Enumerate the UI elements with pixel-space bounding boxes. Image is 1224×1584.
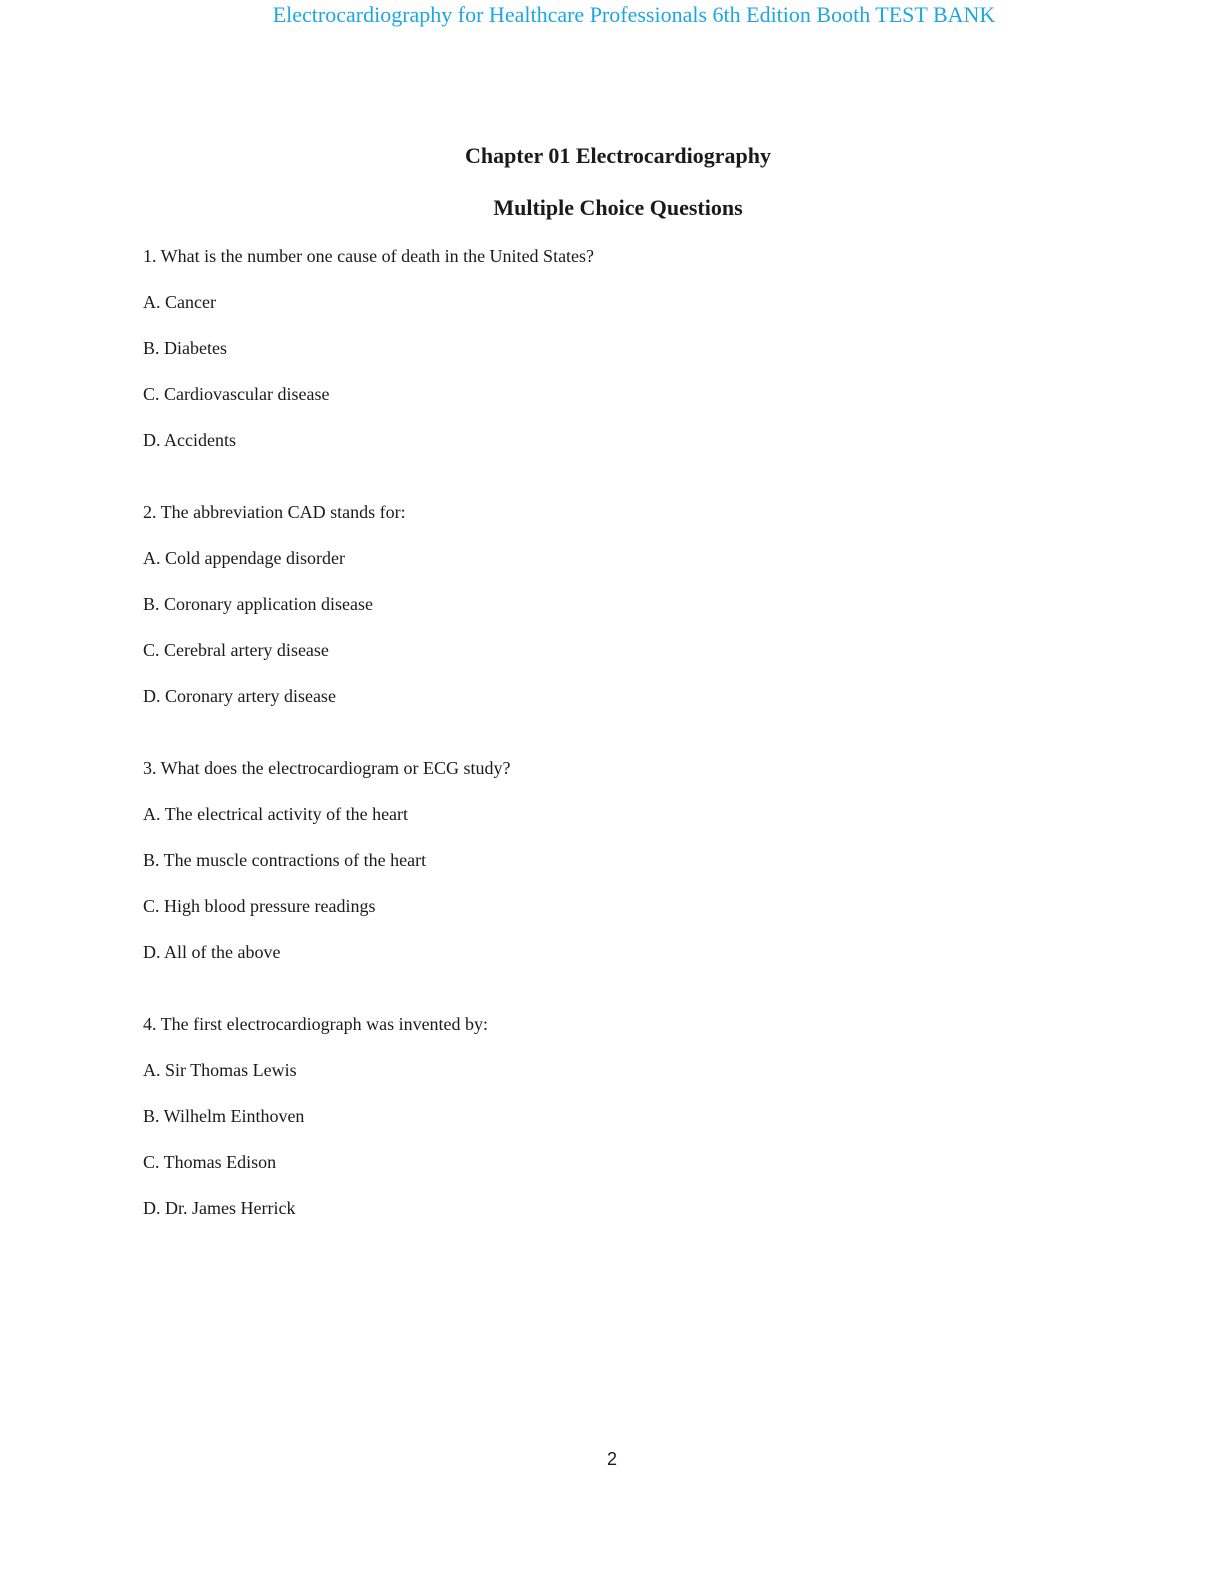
- answer-option: D. Accidents: [143, 430, 236, 450]
- chapter-title: Chapter 01 Electrocardiography: [465, 143, 771, 168]
- answer-option: A. The electrical activity of the heart: [143, 804, 409, 824]
- answer-option: D. All of the above: [143, 942, 281, 962]
- answer-option: C. Cardiovascular disease: [143, 384, 330, 404]
- answer-option: B. Coronary application disease: [143, 594, 373, 614]
- answer-option: D. Coronary artery disease: [143, 686, 336, 706]
- question-2: [143, 499, 1143, 709]
- answer-option: A. Cold appendage disorder: [143, 548, 345, 568]
- section-title: Multiple Choice Questions: [493, 195, 743, 220]
- question-text: 1. What is the number one cause of death in the United States?: [143, 246, 595, 266]
- question-4: [143, 1011, 1143, 1221]
- question-text: 2. The abbreviation CAD stands for:: [143, 502, 406, 522]
- page-number: 2: [606, 1449, 617, 1469]
- answer-option: C. Thomas Edison: [143, 1152, 277, 1172]
- question-1: [143, 243, 1143, 453]
- answer-option: B. Wilhelm Einthoven: [143, 1106, 305, 1126]
- answer-option: A. Sir Thomas Lewis: [143, 1060, 297, 1080]
- answer-option: D. Dr. James Herrick: [143, 1198, 296, 1218]
- question-text: 3. What does the electrocardiogram or ECG study?: [143, 758, 511, 778]
- answer-option: B. The muscle contractions of the heart: [143, 850, 427, 870]
- document-header: Electrocardiography for Healthcare Professionals 6th Edition Booth TEST BANK: [272, 2, 996, 27]
- answer-option: C. High blood pressure readings: [143, 896, 376, 916]
- question-list: [143, 243, 1143, 1267]
- question-3: [143, 755, 1143, 965]
- answer-option: A. Cancer: [143, 292, 216, 312]
- answer-option: C. Cerebral artery disease: [143, 640, 329, 660]
- answer-option: B. Diabetes: [143, 338, 227, 358]
- question-text: 4. The first electrocardiograph was invented by:: [143, 1014, 489, 1034]
